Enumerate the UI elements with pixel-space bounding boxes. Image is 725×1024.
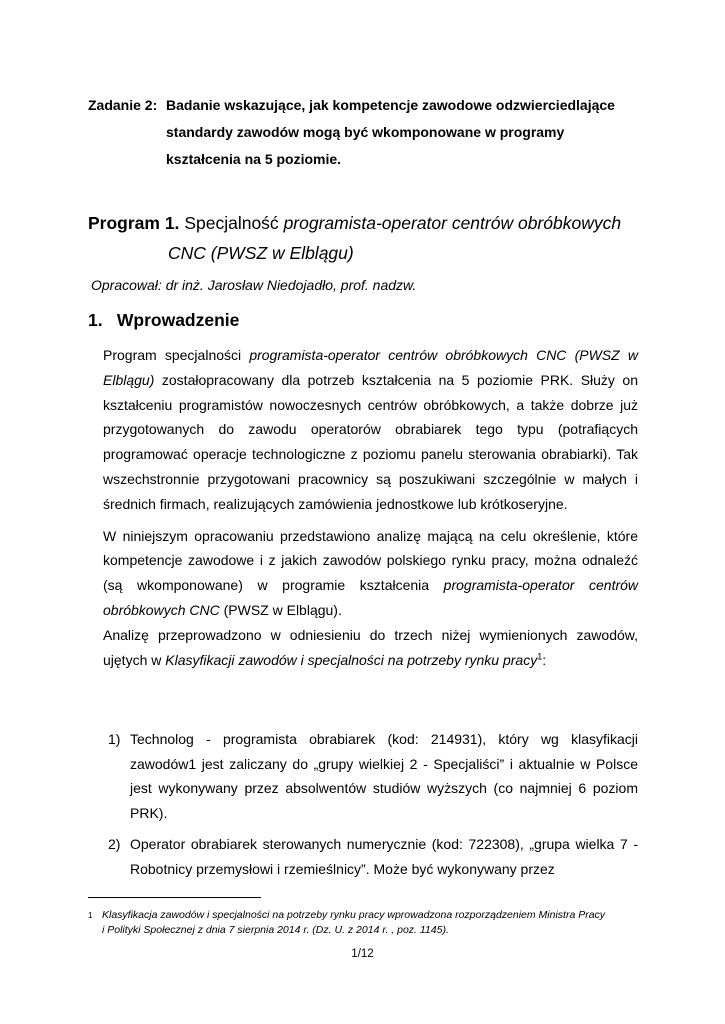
program-name-line-1: programista-operator centrów obróbkowych [283,213,622,233]
intro-body [103,343,638,679]
page-number: 1/12 [351,948,374,960]
section-number: 1. [88,310,103,330]
task-title-line-2: standardy zawodów mogą być wkomponowane w programy [166,124,565,140]
p1-text-c: zostałopracowany dla potrzeb kształcenia na 5 poziomie PRK. Służy on kształceniu programistów nowoczesnych centrów obróbkowych, a także dobrze już przygotowanych do zawodu operatorów obrabiarek tego typu (potrafiących programować operacje technologiczne z poziomu panelu sterowania obrabiarki). Tak wszechstronnie przygotowani pracownicy są poszukiwani szczególnie w małych i średnich firmach, realizujących zamówienia jednostkowe lub krótkoseryjne. [103,371,639,512]
footnote-marker: 1 [88,911,93,920]
program-heading [88,208,621,268]
footnote-indent [88,923,102,938]
list-item-text: Operator obrabiarek sterowanych numerycznie (kod: 722308), „grupa wielka 7 - Robotnicy przemysłowi i rzemieślnicy”. Może być wykonywany przez [130,836,638,877]
intro-paragraph-3 [103,623,638,673]
footnote-line-2: i Polityki Społecznej z dnia 7 sierpnia 2014 r. (Dz. U. z 2014 r. , poz. 1145). [102,924,449,936]
occupation-list [108,727,638,889]
program-number: Program 1. [88,213,180,233]
p3-colon: : [542,651,547,668]
intro-paragraph-2 [103,524,638,623]
footnote-line-1: Klasyfikacja zawodów i specjalności na potrzeby rynku pracy wprowadzona rozporządzeniem Ministra Pracy [102,909,606,921]
p3-text-a: Analizę przeprowadzono w odniesieniu do trzech niżej wymienionych zawodów, ujętych w [103,626,638,668]
list-item [108,832,638,881]
list-item-text: Technolog - programista obrabiarek (kod: 214931), który wg klasyfikacji zawodów1 jest zaliczany do „grupy wielkiej 2 - Specjaliści” i aktualnie w Polsce jest wykonywany przez absolwentów studiów wyższych (co najmniej 6 poziom PRK). [130,731,638,821]
p3-classification: Klasyfikacji zawodów i specjalności na potrzeby rynku pracy [165,651,538,668]
list-item-number: 2) [108,836,121,853]
section-heading [88,310,239,331]
footnote-separator [88,897,261,898]
p2-text-a: W niniejszym opracowaniu przedstawiono analizę mającą na celu określenie, które kompetencje zawodowe i z jakich zawodów polskiego rynku pracy, można odnaleźć (są wkomponowane) w programie kształcenia [103,527,638,594]
p2-program-name: programista-operator centrów obróbkowych CNC [103,577,639,618]
footnote [88,908,628,938]
task-heading [88,92,648,173]
section-title: Wprowadzenie [116,310,240,330]
list-item [108,727,638,825]
program-name-line-2: CNC (PWSZ w Elblągu) [168,243,354,263]
list-item-number: 1) [108,731,121,747]
author-line: Opracował: dr inż. Jarosław Niedojadło, prof. nadzw. [91,277,417,293]
p2-text-c: (PWSZ w Elblągu). [223,601,342,618]
task-label: Zadanie 2: [88,97,158,113]
intro-paragraph-1 [103,343,638,517]
task-title-line-3: kształcenia na 5 poziomie. [166,151,342,167]
program-word: Specjalność [184,213,279,233]
task-title-line-1: Badanie wskazujące, jak kompetencje zawodowe odzwierciedlające [166,97,615,113]
footnote-reference[interactable]: 1 [537,650,543,661]
p1-text-a: Program specjalności [103,347,242,363]
p1-program-name: programista-operator centrów obróbkowych CNC (PWSZ w Elblągu) [103,347,638,388]
